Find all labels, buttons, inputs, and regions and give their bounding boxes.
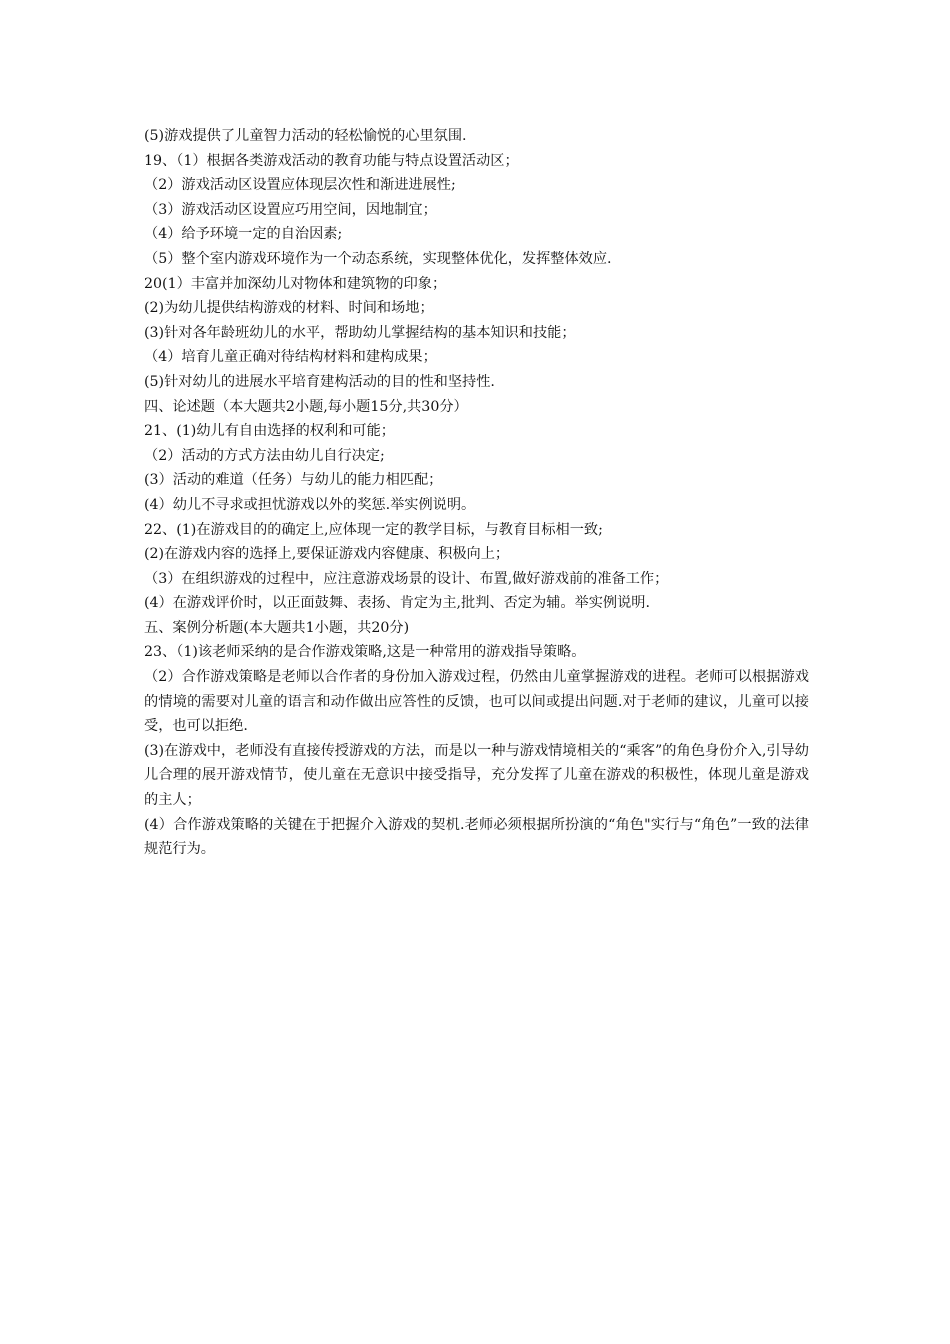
- text-paragraph: (4）合作游戏策略的关键在于把握介入游戏的契机.老师必须根据所扮演的“角色"实行与“角色”一致的法律规范行为。: [144, 816, 809, 858]
- text-line: (3)针对各年龄班幼儿的水平，帮助幼儿掌握结构的基本知识和技能；: [144, 324, 576, 341]
- text-line: (4）幼儿不寻求或担忧游戏以外的奖惩.举实例说明。: [144, 496, 476, 513]
- text-line: 23、（1)该老师采纳的是合作游戏策略,这是一种常用的游戏指导策略。: [144, 644, 586, 661]
- text-line: （3）游戏活动区设置应巧用空间，因地制宜；: [144, 201, 437, 218]
- text-line: （2）游戏活动区设置应体现层次性和渐进进展性;: [144, 177, 456, 194]
- text-line: (5)游戏提供了儿童智力活动的轻松愉悦的心里氛围.: [144, 128, 467, 144]
- text-line: （3）在组织游戏的过程中，应注意游戏场景的设计、布置,做好游戏前的准备工作；: [144, 570, 669, 587]
- text-line: (3）活动的难道（任务）与幼儿的能力相匹配；: [144, 472, 443, 489]
- text-line: 20(1）丰富并加深幼儿对物体和建筑物的印象；: [144, 275, 447, 292]
- text-line: （4）培育儿童正确对待结构材料和建构成果；: [144, 349, 437, 366]
- text-line: (4）在游戏评价时，以正面鼓舞、表扬、肯定为主,批判、否定为辅。举实例说明.: [144, 595, 650, 612]
- text-line: 19、（1）根据各类游戏活动的教育功能与特点设置活动区；: [144, 152, 519, 169]
- text-line: （2）活动的方式方法由幼儿自行决定;: [144, 447, 385, 464]
- text-paragraph: (3)在游戏中，老师没有直接传授游戏的方法，而是以一种与游戏情境相关的“乘客”的角色身份介入,引导幼儿合理的展开游戏情节，使儿童在无意识中接受指导，充分发挥了儿童在游戏的积极性，体现儿童是游戏的主人；: [144, 742, 809, 809]
- section-heading: 五、案例分析题(本大题共1小题，共20分): [144, 619, 410, 636]
- text-line: (5)针对幼儿的进展水平培育建构活动的目的性和坚持性.: [144, 373, 495, 390]
- document-page: [144, 124, 809, 862]
- text-line: （5）整个室内游戏环境作为一个动态系统，实现整体优化，发挥整体效应.: [144, 250, 612, 267]
- section-heading: 四、论述题（本大题共2小题,每小题15分,共30分）: [144, 398, 468, 415]
- text-line: 22、(1)在游戏目的的确定上,应体现一定的教学目标，与教育目标相一致;: [144, 521, 603, 538]
- text-paragraph: （2）合作游戏策略是老师以合作者的身份加入游戏过程，仍然由儿童掌握游戏的进程。老师可以根据游戏的情境的需要对儿童的语言和动作做出应答性的反馈，也可以间或提出问题.对于老师的建议，儿童可以接受，也可以拒绝.: [144, 669, 809, 735]
- text-line: 21、(1)幼儿有自由选择的权利和可能；: [144, 423, 395, 440]
- text-line: (2)在游戏内容的选择上,要保证游戏内容健康、积极向上；: [144, 546, 510, 563]
- text-line: （4）给予环境一定的自治因素;: [144, 226, 343, 243]
- text-line: (2)为幼儿提供结构游戏的材料、时间和场地；: [144, 300, 434, 317]
